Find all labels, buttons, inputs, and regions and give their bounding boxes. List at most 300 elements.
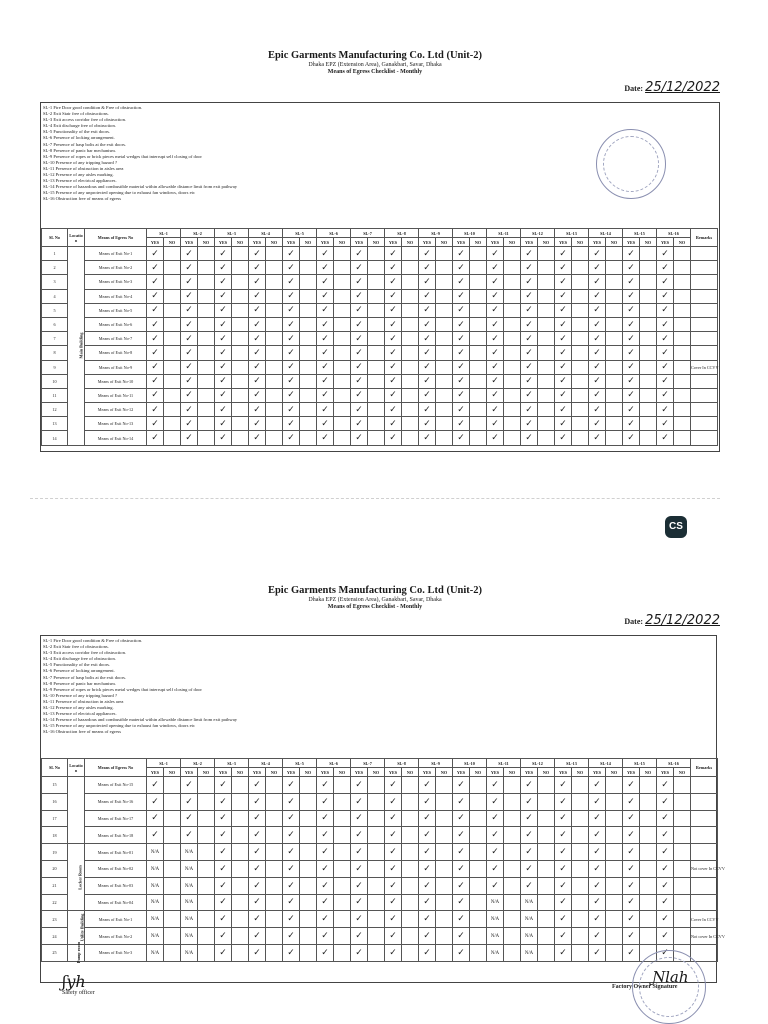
no-cell (606, 944, 623, 961)
header-sl-8: SL-8 (385, 229, 419, 238)
no-cell (436, 332, 453, 346)
no-cell (198, 303, 215, 317)
na-mark: N/A (150, 950, 160, 956)
yes-cell (419, 247, 436, 261)
no-cell (470, 417, 487, 431)
table-row (42, 944, 718, 961)
legend-item: SL-10 Presence of any tripping hazard ? (43, 159, 117, 165)
yes-cell (487, 261, 504, 275)
yes-cell (623, 303, 640, 317)
check-mark-icon: ✓ (423, 347, 431, 358)
header-yes: YES (317, 238, 334, 247)
no-cell (300, 860, 317, 877)
check-mark-icon: ✓ (355, 262, 363, 273)
row-remark (691, 827, 718, 844)
legend-item: SL-8 Presence of panic bar mechanism. (43, 680, 116, 686)
check-mark-icon: ✓ (185, 779, 193, 790)
check-mark-icon: ✓ (389, 262, 397, 273)
no-cell (232, 944, 249, 961)
no-cell (164, 911, 181, 928)
yes-cell (147, 388, 164, 402)
no-cell (640, 911, 657, 928)
yes-cell (521, 346, 538, 360)
no-cell (232, 303, 249, 317)
check-mark-icon: ✓ (355, 779, 363, 790)
check-mark-icon: ✓ (219, 319, 227, 330)
yes-cell (249, 360, 266, 374)
no-cell (436, 827, 453, 844)
no-cell (368, 827, 385, 844)
yes-cell (147, 827, 164, 844)
yes-cell (317, 374, 334, 388)
check-mark-icon: ✓ (185, 276, 193, 287)
no-cell (470, 827, 487, 844)
yes-cell (419, 374, 436, 388)
yes-cell (521, 247, 538, 261)
yes-cell (623, 894, 640, 911)
company-name: Epic Garments Manufacturing Co. Ltd (Unit-2) (267, 585, 483, 596)
yes-cell (351, 332, 368, 346)
no-cell (232, 261, 249, 275)
no-cell (232, 289, 249, 303)
no-cell (504, 810, 521, 827)
no-cell (436, 860, 453, 877)
yes-cell (623, 777, 640, 794)
yes-cell (147, 844, 164, 861)
yes-cell (181, 860, 198, 877)
check-mark-icon: ✓ (457, 390, 465, 401)
no-cell (368, 403, 385, 417)
check-mark-icon: ✓ (593, 863, 601, 874)
yes-cell (521, 431, 538, 445)
no-cell (300, 261, 317, 275)
yes-cell (351, 911, 368, 928)
check-mark-icon: ✓ (661, 305, 669, 316)
no-cell (504, 247, 521, 261)
no-cell (606, 275, 623, 289)
yes-cell (351, 417, 368, 431)
header-no: NO (232, 238, 249, 247)
yes-cell (521, 417, 538, 431)
check-mark-icon: ✓ (253, 333, 261, 344)
yes-cell (351, 360, 368, 374)
no-cell (164, 944, 181, 961)
row-exit-name: Means of Exit No-6 (85, 317, 147, 331)
check-mark-icon: ✓ (389, 433, 397, 444)
yes-cell (215, 374, 232, 388)
check-mark-icon: ✓ (525, 830, 533, 841)
yes-cell (623, 911, 640, 928)
check-mark-icon: ✓ (525, 880, 533, 891)
no-cell (538, 247, 555, 261)
check-mark-icon: ✓ (661, 830, 669, 841)
no-cell (198, 247, 215, 261)
check-mark-icon: ✓ (355, 319, 363, 330)
check-mark-icon: ✓ (661, 362, 669, 373)
row-exit-name: Means of Exit No-2 (85, 261, 147, 275)
yes-cell (623, 944, 640, 961)
yes-cell (623, 877, 640, 894)
no-cell (300, 844, 317, 861)
no-cell (436, 928, 453, 945)
check-mark-icon: ✓ (457, 813, 465, 824)
date-value: 25/12/2022 (645, 613, 720, 628)
check-mark-icon: ✓ (627, 847, 635, 858)
check-mark-icon: ✓ (253, 319, 261, 330)
no-cell (436, 810, 453, 827)
form-title: Means of Egress Checklist - Monthly (327, 69, 423, 75)
header-no: NO (164, 238, 181, 247)
check-mark-icon: ✓ (627, 333, 635, 344)
check-mark-icon: ✓ (627, 813, 635, 824)
check-mark-icon: ✓ (661, 276, 669, 287)
yes-cell (555, 827, 572, 844)
no-cell (538, 417, 555, 431)
no-cell (606, 777, 623, 794)
no-cell (334, 374, 351, 388)
yes-cell (487, 360, 504, 374)
legend-item: SL-1 Fire Door good condition & Free of obstruction. (43, 105, 143, 110)
no-cell (198, 793, 215, 810)
check-mark-icon: ✓ (287, 796, 295, 807)
check-mark-icon: ✓ (321, 830, 329, 841)
no-cell (436, 247, 453, 261)
header-sl-10: SL-10 (453, 229, 487, 238)
no-cell (232, 793, 249, 810)
no-cell (266, 417, 283, 431)
company-name: Epic Garments Manufacturing Co. Ltd (Unit-2) (267, 50, 483, 61)
check-mark-icon: ✓ (559, 347, 567, 358)
check-mark-icon: ✓ (185, 433, 193, 444)
yes-cell (215, 261, 232, 275)
check-mark-icon: ✓ (491, 813, 499, 824)
no-cell (538, 388, 555, 402)
yes-cell (317, 844, 334, 861)
location-label: Utility Building (79, 913, 85, 942)
header-no: NO (640, 238, 657, 247)
na-mark: N/A (184, 950, 194, 956)
check-mark-icon: ✓ (457, 347, 465, 358)
no-cell (572, 877, 589, 894)
yes-cell (487, 844, 504, 861)
check-mark-icon: ✓ (593, 248, 601, 259)
no-cell (266, 844, 283, 861)
check-mark-icon: ✓ (219, 333, 227, 344)
location-label: Locker Room (77, 865, 83, 890)
yes-cell (283, 894, 300, 911)
check-mark-icon: ✓ (321, 305, 329, 316)
check-mark-icon: ✓ (321, 847, 329, 858)
no-cell (504, 374, 521, 388)
yes-cell (555, 403, 572, 417)
header-sl-15: SL-15 (623, 229, 657, 238)
no-cell (300, 317, 317, 331)
check-mark-icon: ✓ (185, 362, 193, 373)
yes-cell (181, 247, 198, 261)
na-mark: N/A (524, 950, 534, 956)
check-mark-icon: ✓ (321, 796, 329, 807)
no-cell (538, 374, 555, 388)
yes-cell (521, 777, 538, 794)
row-sl-no: 12 (42, 403, 68, 417)
yes-cell (589, 894, 606, 911)
no-cell (334, 793, 351, 810)
header-no: NO (572, 238, 589, 247)
no-cell (606, 793, 623, 810)
no-cell (334, 332, 351, 346)
yes-cell (487, 911, 504, 928)
yes-cell (249, 944, 266, 961)
yes-cell (453, 777, 470, 794)
no-cell (402, 317, 419, 331)
no-cell (402, 810, 419, 827)
checklist-frame (40, 635, 725, 983)
check-mark-icon: ✓ (627, 880, 635, 891)
check-mark-icon: ✓ (321, 418, 329, 429)
yes-cell (657, 844, 674, 861)
check-mark-icon: ✓ (491, 333, 499, 344)
check-mark-icon: ✓ (321, 947, 329, 958)
header-yes: YES (385, 768, 402, 777)
yes-cell (215, 944, 232, 961)
header-sl-10: SL-10 (453, 759, 487, 768)
check-mark-icon: ✓ (389, 779, 397, 790)
yes-cell (215, 360, 232, 374)
check-mark-icon: ✓ (423, 931, 431, 942)
legend-item: SL-7 Presence of hasp bolts at the exit doors. (43, 141, 127, 147)
table-row (42, 877, 718, 894)
no-cell (266, 275, 283, 289)
no-cell (402, 431, 419, 445)
no-cell (164, 417, 181, 431)
no-cell (402, 911, 419, 928)
check-mark-icon: ✓ (559, 863, 567, 874)
yes-cell (351, 777, 368, 794)
header-sl-7: SL-7 (351, 229, 385, 238)
check-mark-icon: ✓ (457, 404, 465, 415)
check-mark-icon: ✓ (491, 404, 499, 415)
yes-cell (385, 332, 402, 346)
check-mark-icon: ✓ (355, 880, 363, 891)
no-cell (504, 894, 521, 911)
no-cell (572, 894, 589, 911)
yes-cell (487, 827, 504, 844)
check-mark-icon: ✓ (491, 796, 499, 807)
yes-cell (487, 388, 504, 402)
header-yes: YES (181, 768, 198, 777)
check-mark-icon: ✓ (559, 830, 567, 841)
yes-cell (181, 844, 198, 861)
yes-cell (419, 911, 436, 928)
no-cell (334, 417, 351, 431)
check-mark-icon: ✓ (355, 931, 363, 942)
check-mark-icon: ✓ (661, 813, 669, 824)
no-cell (470, 860, 487, 877)
check-mark-icon: ✓ (321, 433, 329, 444)
yes-cell (487, 928, 504, 945)
check-mark-icon: ✓ (593, 404, 601, 415)
check-mark-icon: ✓ (219, 863, 227, 874)
check-mark-icon: ✓ (491, 319, 499, 330)
yes-cell (589, 860, 606, 877)
check-mark-icon: ✓ (321, 276, 329, 287)
check-mark-icon: ✓ (423, 847, 431, 858)
row-location (68, 844, 85, 911)
yes-cell (317, 827, 334, 844)
check-mark-icon: ✓ (151, 362, 159, 373)
header-no: NO (334, 768, 351, 777)
check-mark-icon: ✓ (321, 390, 329, 401)
yes-cell (351, 928, 368, 945)
no-cell (300, 247, 317, 261)
check-mark-icon: ✓ (627, 796, 635, 807)
no-cell (266, 332, 283, 346)
na-mark: N/A (524, 934, 534, 940)
no-cell (436, 431, 453, 445)
check-mark-icon: ✓ (627, 947, 635, 958)
yes-cell (657, 332, 674, 346)
yes-cell (453, 431, 470, 445)
check-mark-icon: ✓ (321, 291, 329, 302)
no-cell (504, 303, 521, 317)
check-mark-icon: ✓ (559, 291, 567, 302)
no-cell (266, 360, 283, 374)
check-mark-icon: ✓ (389, 880, 397, 891)
yes-cell (317, 777, 334, 794)
yes-cell (487, 346, 504, 360)
no-cell (368, 944, 385, 961)
check-mark-icon: ✓ (423, 813, 431, 824)
yes-cell (317, 911, 334, 928)
yes-cell (453, 827, 470, 844)
no-cell (164, 346, 181, 360)
no-cell (334, 827, 351, 844)
yes-cell (249, 275, 266, 289)
yes-cell (317, 275, 334, 289)
header-yes: YES (657, 238, 674, 247)
yes-cell (317, 431, 334, 445)
no-cell (504, 944, 521, 961)
check-mark-icon: ✓ (661, 931, 669, 942)
no-cell (538, 810, 555, 827)
yes-cell (657, 360, 674, 374)
check-mark-icon: ✓ (389, 796, 397, 807)
na-mark: N/A (490, 934, 500, 940)
yes-cell (589, 793, 606, 810)
no-cell (232, 417, 249, 431)
no-cell (436, 374, 453, 388)
row-sl-no: 9 (42, 360, 68, 374)
no-cell (538, 317, 555, 331)
yes-cell (147, 332, 164, 346)
no-cell (436, 844, 453, 861)
header-sl-5: SL-5 (283, 229, 317, 238)
yes-cell (419, 303, 436, 317)
no-cell (674, 374, 691, 388)
header-no: NO (504, 238, 521, 247)
check-mark-icon: ✓ (661, 880, 669, 891)
yes-cell (181, 777, 198, 794)
yes-cell (181, 317, 198, 331)
no-cell (368, 877, 385, 894)
yes-cell (317, 793, 334, 810)
check-mark-icon: ✓ (423, 830, 431, 841)
yes-cell (385, 894, 402, 911)
row-remark (691, 877, 718, 894)
yes-cell (283, 417, 300, 431)
yes-cell (521, 894, 538, 911)
check-mark-icon: ✓ (491, 305, 499, 316)
yes-cell (521, 944, 538, 961)
yes-cell (283, 944, 300, 961)
yes-cell (419, 877, 436, 894)
no-cell (538, 911, 555, 928)
no-cell (198, 777, 215, 794)
yes-cell (623, 403, 640, 417)
yes-cell (385, 275, 402, 289)
no-cell (334, 247, 351, 261)
check-mark-icon: ✓ (253, 291, 261, 302)
row-remark (691, 777, 718, 794)
header-no: NO (470, 238, 487, 247)
no-cell (470, 894, 487, 911)
header-yes: YES (419, 238, 436, 247)
legend-item: SL-8 Presence of panic bar mechanism. (43, 147, 116, 153)
yes-cell (283, 388, 300, 402)
row-exit-name: Means of Exit No-10 (85, 374, 147, 388)
yes-cell (147, 275, 164, 289)
yes-cell (385, 877, 402, 894)
no-cell (674, 827, 691, 844)
no-cell (572, 827, 589, 844)
yes-cell (385, 317, 402, 331)
yes-cell (419, 944, 436, 961)
yes-cell (453, 388, 470, 402)
check-mark-icon: ✓ (253, 813, 261, 824)
no-cell (606, 928, 623, 945)
header-yes: YES (419, 768, 436, 777)
check-mark-icon: ✓ (457, 305, 465, 316)
yes-cell (521, 303, 538, 317)
no-cell (334, 317, 351, 331)
check-mark-icon: ✓ (423, 305, 431, 316)
legend-item: SL-15 Presence of any unprotected opening due to exhaust fan windows, doors etc (43, 723, 195, 729)
yes-cell (555, 289, 572, 303)
row-remark: Not cover In CCVV (691, 928, 718, 945)
row-exit-name: Means of Exit No-01 (85, 844, 147, 861)
no-cell (368, 777, 385, 794)
yes-cell (419, 827, 436, 844)
no-cell (640, 303, 657, 317)
header-no: NO (674, 768, 691, 777)
no-cell (164, 810, 181, 827)
yes-cell (419, 431, 436, 445)
header-remarks: Remarks (691, 759, 718, 777)
check-mark-icon: ✓ (559, 847, 567, 858)
checklist-table (41, 228, 718, 446)
yes-cell (385, 303, 402, 317)
legend-item: SL-11 Presence of obstruction in aisles area (43, 698, 124, 704)
na-mark: N/A (150, 883, 160, 889)
no-cell (300, 374, 317, 388)
no-cell (266, 911, 283, 928)
check-mark-icon: ✓ (287, 376, 295, 387)
table-row (42, 810, 718, 827)
no-cell (572, 777, 589, 794)
row-exit-name: Means of Exit No-02 (85, 860, 147, 877)
yes-cell (521, 860, 538, 877)
check-mark-icon: ✓ (151, 830, 159, 841)
